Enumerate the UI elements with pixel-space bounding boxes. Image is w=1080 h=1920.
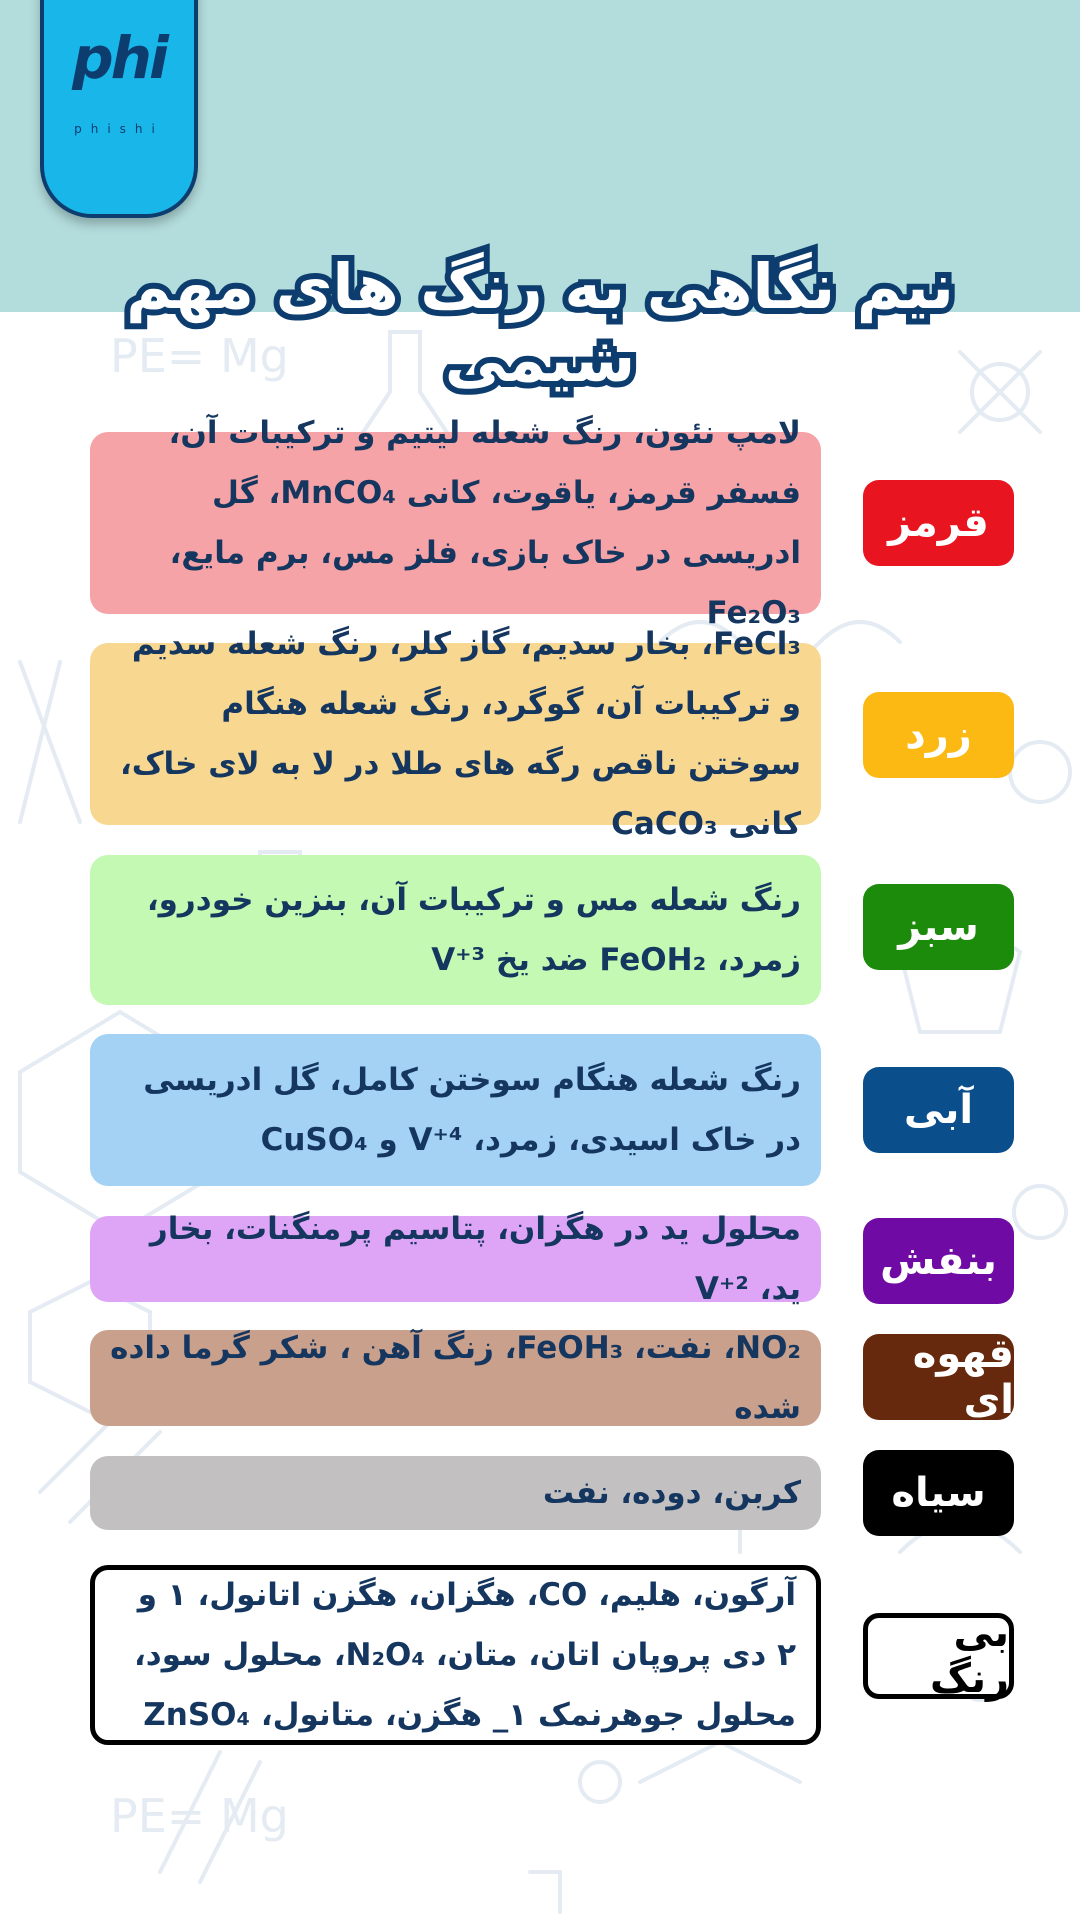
color-description-text: رنگ شعله هنگام سوختن کامل، گل ادریسی در خاک اسیدی، زمرد، V⁺⁴ و CuSO₄ (143, 1062, 801, 1158)
color-label: قرمز (863, 480, 1014, 566)
color-label: آبی (863, 1067, 1014, 1153)
color-description-text: کربن، دوده، نفت (542, 1475, 801, 1511)
color-label: قهوه ای (863, 1334, 1014, 1420)
page-title: نیم نگاهی به رنگ های مهم شیمی (126, 250, 954, 396)
color-description (90, 626, 821, 842)
svg-text:PE= Mg: PE= Mg (110, 1789, 289, 1843)
color-description (90, 1330, 821, 1426)
color-description (90, 1456, 821, 1530)
color-label: سبز (863, 884, 1014, 970)
color-description (90, 415, 821, 631)
logo-subtitle: phishi (74, 122, 164, 136)
color-description-text: رنگ شعله مس و ترکیبات آن، بنزین خودرو، زمرد، FeOH₂ ضد یخ V⁺³ (146, 882, 801, 978)
color-label: بی رنگ (863, 1613, 1014, 1699)
svg-text:PE= Mg: PE= Mg (110, 329, 289, 383)
logo-mark: phi (72, 24, 166, 92)
color-description-text: محلول ید در هگزان، پتاسیم پرمنگنات، بخار ید، V⁺² (149, 1211, 801, 1307)
color-description-text: NO₂، نفت، FeOH₃، زنگ آهن ، شکر گرما داده شده (110, 1330, 801, 1426)
color-label: زرد (863, 692, 1014, 778)
color-description-text: آرگون، هلیم، CO، هگزان، هگزن اتانول، ۱ و ۲ دی پروپان اتان، متان، N₂O₄، محلول سود، محلول جوهرنمک ۱_ هگزن، متانول، ZnSO₄ (134, 1577, 796, 1733)
color-description (90, 855, 821, 1005)
color-description (90, 1565, 821, 1745)
brand-logo (40, 0, 198, 218)
color-label: سیاه (863, 1450, 1014, 1536)
color-description (90, 1034, 821, 1186)
color-description (90, 1211, 821, 1307)
color-description-text: لامپ نئون، رنگ شعله لیتیم و ترکیبات آن، فسفر قرمز، یاقوت، کانی MnCO₄، گل ادریسی در خاک بازی، فلز مس، برم مایع، Fe₂O₃ (168, 415, 801, 631)
color-description-text: FeCl₃، بخار سدیم، گاز کلر، رنگ شعله سدیم و ترکیبات آن، گوگرد، رنگ شعله هنگام سوختن ناقص رگه های طلا در لا به لای خاک، کانی CaCO₃ (119, 626, 801, 842)
color-label: بنفش (863, 1218, 1014, 1304)
